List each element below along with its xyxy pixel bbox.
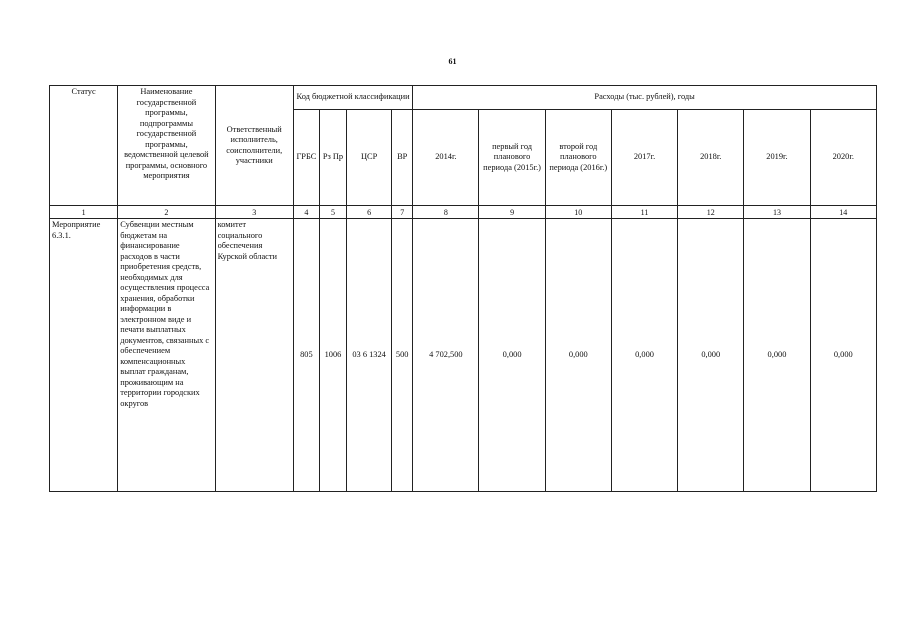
row-value-2017: 0,000 — [611, 219, 677, 492]
header-year-2019: 2019г. — [744, 110, 810, 206]
row-value-2014: 4 702,500 — [413, 219, 479, 492]
row-responsible: комитет социального обеспечения Курской области — [215, 219, 293, 492]
row-program-name: Субвенции местным бюджетам на финансирование расходов в части приобретения средств, необходимых для осуществления процесса хранения, обработки информации в электронном виде и печати выплатных документов, связанных с обеспечением компенсационных выплат гражданам, проживающим на территории городских округов — [118, 219, 215, 492]
column-number: 14 — [810, 206, 876, 219]
column-number: 9 — [479, 206, 545, 219]
header-grbs: ГРБС — [293, 110, 319, 206]
row-value-2015: 0,000 — [479, 219, 545, 492]
header-budget-code: Код бюджетной классификации — [293, 86, 412, 110]
row-value-2019: 0,000 — [744, 219, 810, 492]
header-vr: ВР — [392, 110, 413, 206]
column-number: 13 — [744, 206, 810, 219]
column-number: 4 — [293, 206, 319, 219]
column-number: 5 — [319, 206, 346, 219]
row-vr: 500 — [392, 219, 413, 492]
column-number-row — [50, 206, 877, 219]
header-rzpr: Рз Пр — [319, 110, 346, 206]
page-number: 61 — [448, 57, 457, 66]
row-value-2016: 0,000 — [545, 219, 611, 492]
row-value-2018: 0,000 — [678, 219, 744, 492]
header-year-2018: 2018г. — [678, 110, 744, 206]
header-expenses: Расходы (тыс. рублей), годы — [413, 86, 877, 110]
column-number: 12 — [678, 206, 744, 219]
row-csr: 03 6 1324 — [347, 219, 392, 492]
header-year-2015: первый год планового периода (2015г.) — [479, 110, 545, 206]
header-csr: ЦСР — [347, 110, 392, 206]
column-number: 2 — [118, 206, 215, 219]
column-number: 11 — [611, 206, 677, 219]
column-number: 6 — [347, 206, 392, 219]
header-responsible: Ответственный исполнитель, соисполнители, участники — [215, 86, 293, 206]
budget-table — [49, 85, 877, 492]
table-row — [50, 219, 877, 492]
column-number: 1 — [50, 206, 118, 219]
header-year-2016: второй год планового периода (2016г.) — [545, 110, 611, 206]
header-year-2020: 2020г. — [810, 110, 876, 206]
header-status: Статус — [50, 86, 118, 206]
header-year-2017: 2017г. — [611, 110, 677, 206]
column-number: 3 — [215, 206, 293, 219]
row-value-2020: 0,000 — [810, 219, 876, 492]
column-number: 10 — [545, 206, 611, 219]
header-year-2014: 2014г. — [413, 110, 479, 206]
header-program-name: Наименование государственной программы, подпрограммы государственной программы, ведомственной целевой программы, основного мероприятия — [118, 86, 215, 206]
row-status: Мероприятие 6.3.1. — [50, 219, 118, 492]
row-grbs: 805 — [293, 219, 319, 492]
column-number: 7 — [392, 206, 413, 219]
row-rzpr: 1006 — [319, 219, 346, 492]
column-number: 8 — [413, 206, 479, 219]
